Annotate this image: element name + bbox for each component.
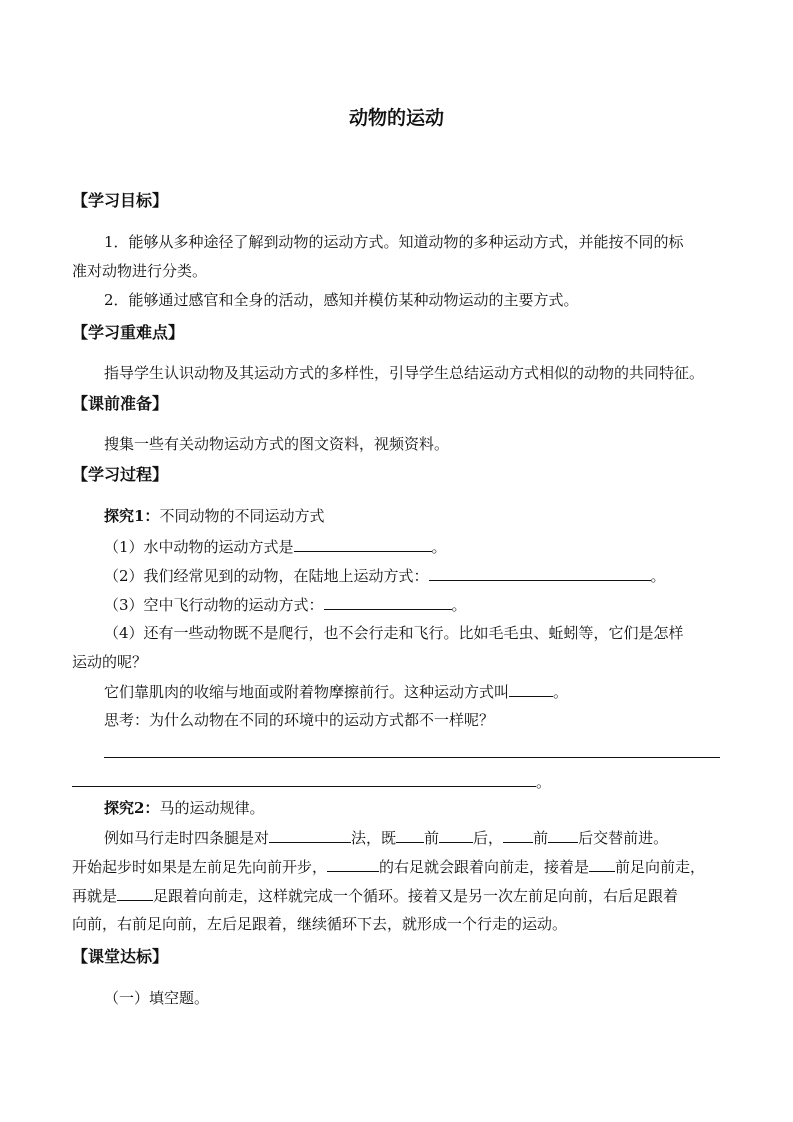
prep-text: 搜集一些有关动物运动方式的图文资料，视频资料。 [104, 435, 450, 453]
think-answer-end: 。 [536, 773, 552, 791]
question-3-text: （3）空中飞行动物的运动方式： [104, 596, 324, 614]
horse-line-1 [104, 827, 668, 848]
blank-air-movement[interactable] [324, 594, 452, 610]
explore-2-label: 探究2： [104, 799, 160, 817]
goal-text-2: 2．能够通过感官和全身的活动，感知并模仿某种动物运动的主要方式。 [104, 291, 579, 309]
question-1 [104, 536, 447, 557]
horse-line-1-text-d: 后， [473, 829, 504, 847]
explore-2 [104, 798, 264, 818]
section-heading-class: 【课堂达标】 [72, 947, 169, 966]
answer-line-2[interactable] [72, 786, 536, 787]
blank-horse-4[interactable] [503, 827, 533, 843]
blank-horse-2[interactable] [396, 827, 424, 843]
horse-line-4: 向前，右前足向前，左后足跟着，继续循环下去，就形成一个行走的运动。 [72, 915, 568, 933]
horse-line-3-text-b: 足跟着向前走，这样就完成一个循环。接着又是另一次左前足向前，右后足跟着 [153, 887, 679, 905]
explore-1 [104, 506, 324, 526]
section-heading-key: 【学习重难点】 [72, 323, 185, 342]
horse-line-1-text-a: 例如马行走时四条腿是对 [104, 829, 270, 847]
section-heading-prep: 【课前准备】 [72, 394, 169, 413]
question-2 [104, 565, 666, 586]
question-1-text: （1）水中动物的运动方式是 [104, 538, 294, 556]
blank-horse-8[interactable] [117, 885, 153, 901]
answer-line-1[interactable] [104, 757, 720, 758]
horse-line-1-text-e: 前 [533, 829, 549, 847]
blank-crawl-movement[interactable] [509, 681, 553, 697]
horse-line-1-text-c: 前 [424, 829, 440, 847]
horse-line-2-text-b: 的右足就会跟着向前走，接着是 [379, 858, 590, 876]
key-text: 指导学生认识动物及其运动方式的多样性，引导学生总结运动方式相似的动物的共同特征。 [104, 364, 705, 382]
horse-line-1-text-b: 法，既 [351, 829, 397, 847]
horse-line-3 [72, 885, 678, 906]
blank-horse-1[interactable] [269, 827, 351, 843]
goal-text-1a: 1．能够从多种途径了解到动物的运动方式。知道动物的多种运动方式，并能按不同的标 [104, 233, 684, 251]
horse-line-2-text-c: 前足向前走， [615, 858, 706, 876]
section-heading-process: 【学习过程】 [72, 465, 169, 484]
question-5-text: 它们靠肌肉的收缩与地面或附着物摩擦前行。这种运动方式叫 [104, 683, 510, 701]
question-4b: 运动的呢？ [72, 653, 148, 671]
question-2-text: （2）我们经常见到的动物，在陆地上运动方式： [104, 567, 429, 585]
question-5 [104, 681, 568, 702]
question-5-end: 。 [553, 683, 569, 701]
fill-blank-title: （一）填空题。 [104, 989, 210, 1007]
goal-text-1b: 准对动物进行分类。 [72, 262, 208, 280]
blank-horse-5[interactable] [548, 827, 578, 843]
page-title: 动物的运动 [348, 107, 444, 129]
blank-horse-7[interactable] [589, 856, 615, 872]
section-heading-goals: 【学习目标】 [72, 191, 169, 210]
blank-water-movement[interactable] [294, 536, 432, 552]
question-2-end: 。 [650, 567, 666, 585]
think-question: 思考：为什么动物在不同的环境中的运动方式都不一样呢？ [104, 711, 495, 729]
horse-line-3-text-a: 再就是 [72, 887, 118, 905]
horse-line-1-text-f: 后交替前进。 [578, 829, 669, 847]
horse-line-2 [72, 856, 705, 877]
question-3 [104, 594, 467, 615]
explore-2-text: 马的运动规律。 [159, 799, 265, 817]
question-3-end: 。 [451, 596, 467, 614]
question-4a: （4）还有一些动物既不是爬行，也不会行走和飞行。比如毛毛虫、蚯蚓等，它们是怎样 [104, 624, 684, 642]
blank-horse-6[interactable] [327, 856, 379, 872]
explore-1-label: 探究1： [104, 507, 160, 525]
blank-land-movement[interactable] [429, 565, 651, 581]
explore-1-text: 不同动物的不同运动方式 [159, 507, 325, 525]
question-1-end: 。 [431, 538, 447, 556]
blank-horse-3[interactable] [439, 827, 473, 843]
horse-line-2-text-a: 开始起步时如果是左前足先向前开步， [72, 858, 328, 876]
